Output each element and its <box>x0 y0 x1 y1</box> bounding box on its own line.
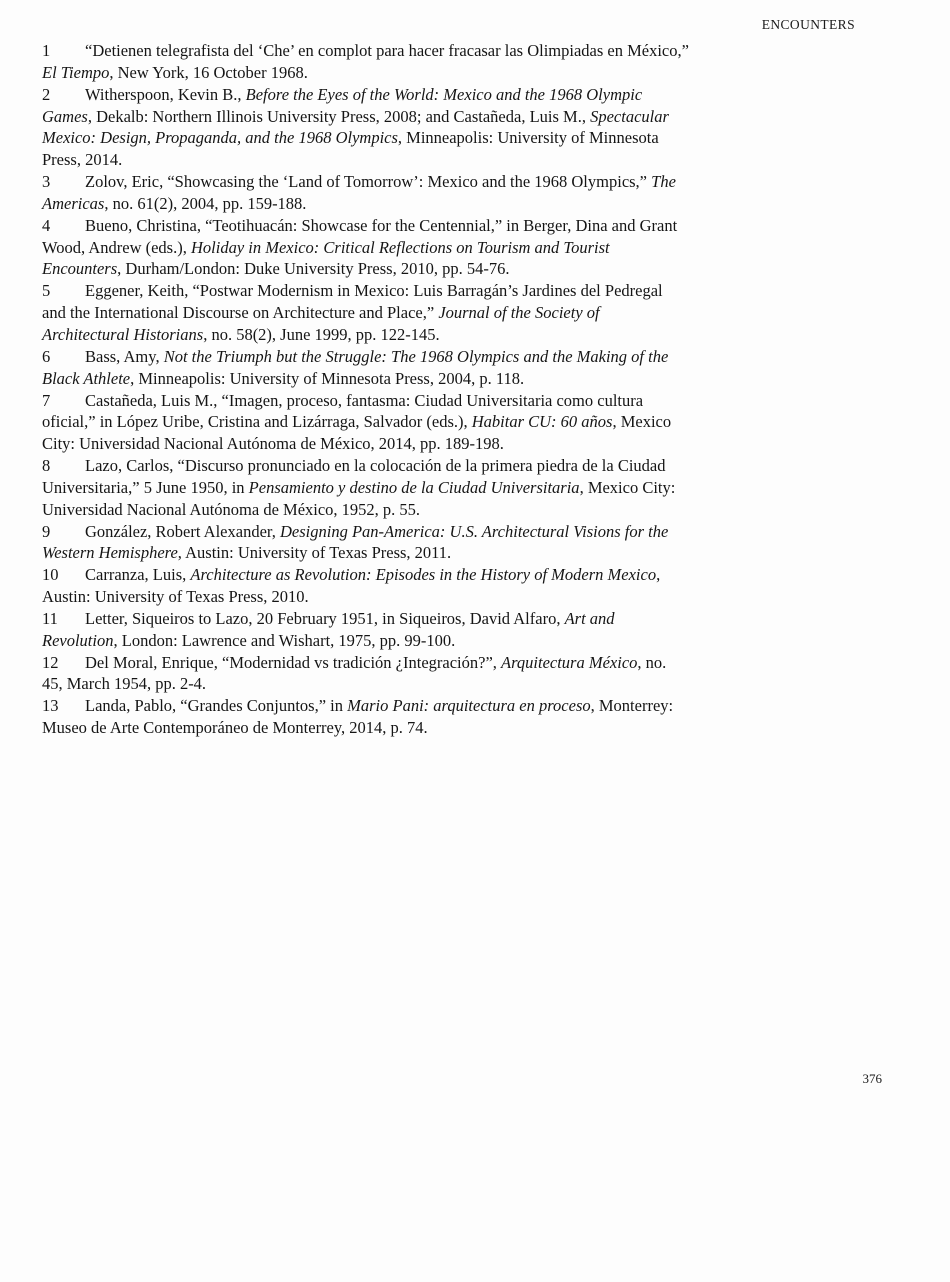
note-segment: Letter, Siqueiros to Lazo, 20 February 1951, in Siqueiros, David Alfaro, <box>85 608 565 628</box>
note-segment: Del Moral, Enrique, “Modernidad vs tradición ¿Integración?”, <box>85 652 502 672</box>
endnote-number: 12 <box>42 652 59 672</box>
note-segment: , no. 45, March 1954, pp. 2-4. <box>42 652 667 694</box>
note-segment-italic: Mario Pani: arquitectura en proceso <box>347 696 591 716</box>
endnote-5 <box>42 280 690 346</box>
note-segment-italic: Journal of the Society of Architectural Historians <box>42 303 600 344</box>
note-segment: Castañeda, Luis M., “Imagen, proceso, fantasma: Ciudad Universitaria como cultura oficial,” in López Uribe, Cristina and Lizárraga, Salvador (eds.), <box>42 390 644 432</box>
note-segment: , Minneapolis: University of Minnesota Press, 2004, p. 118. <box>130 368 525 388</box>
note-segment: , Monterrey: Museo de Arte Contemporáneo de Monterrey, 2014, p. 74. <box>42 696 674 738</box>
endnotes-list <box>42 40 690 739</box>
running-header: ENCOUNTERS <box>761 17 855 32</box>
note-segment: , New York, 16 October 1968. <box>109 62 308 82</box>
endnote-9 <box>42 521 690 565</box>
note-segment: Eggener, Keith, “Postwar Modernism in Mexico: Luis Barragán’s Jardines del Pedregal and the International Discourse on Architecture and Place,” <box>42 281 663 323</box>
endnote-4 <box>42 215 690 281</box>
note-segment-italic: Before the Eyes of the World: Mexico and the 1968 Olympic Games <box>42 84 643 126</box>
note-segment: , Mexico City: Universidad Nacional Autónoma de México, 2014, pp. 189-198. <box>42 412 672 454</box>
endnote-11 <box>42 608 690 652</box>
note-segment: , Durham/London: Duke University Press, 2010, pp. 54-76. <box>117 259 510 279</box>
note-segment: Lazo, Carlos, “Discurso pronunciado en la colocación de la primera piedra de la Ciudad Universitaria,” 5 June 1950, in <box>42 456 666 497</box>
note-segment-italic: Holiday in Mexico: Critical Reflections on Tourism and Tourist Encounters <box>42 237 610 279</box>
endnote-number: 1 <box>42 41 51 60</box>
note-segment: , Minneapolis: University of Minnesota Press, 2014. <box>42 128 659 170</box>
note-segment: , Dekalb: Northern Illinois University Press, 2008; and Castañeda, Luis M., <box>87 106 591 126</box>
endnote-number: 7 <box>42 390 51 410</box>
page-number: 376 <box>862 1071 882 1086</box>
note-segment: González, Robert Alexander, <box>85 521 280 541</box>
note-segment: , Austin: University of Texas Press, 2010. <box>42 565 661 607</box>
endnote-6 <box>42 346 690 390</box>
endnote-number: 10 <box>42 565 59 585</box>
note-segment: Zolov, Eric, “Showcasing the ‘Land of Tomorrow’: Mexico and the 1968 Olympics,” <box>85 172 652 192</box>
note-segment: , Austin: University of Texas Press, 2011. <box>177 543 452 563</box>
endnote-1 <box>42 40 690 84</box>
endnote-12 <box>42 652 690 696</box>
note-segment: , Mexico City: Universidad Nacional Autónoma de México, 1952, p. 55. <box>42 477 676 519</box>
note-segment-italic: The Americas <box>42 172 676 213</box>
endnote-10 <box>42 564 690 608</box>
note-segment-italic: Spectacular Mexico: Design, Propaganda, and the 1968 Olympics <box>42 106 669 148</box>
note-segment: , London: Lawrence and Wishart, 1975, pp. 99-100. <box>113 630 456 650</box>
endnote-3 <box>42 171 690 215</box>
note-segment: “Detienen telegrafista del ‘Che’ en complot para hacer fracasar las Olimpiadas en México,” <box>85 41 689 60</box>
endnote-7 <box>42 390 690 456</box>
note-segment-italic: El Tiempo <box>42 62 110 82</box>
endnote-number: 13 <box>42 696 59 716</box>
endnote-number: 6 <box>42 346 51 366</box>
note-segment: Bueno, Christina, “Teotihuacán: Showcase for the Centennial,” in Berger, Dina and Grant Wood, Andrew (eds.), <box>42 215 678 257</box>
note-segment-italic: Not the Triumph but the Struggle: The 1968 Olympics and the Making of the Black Athlete <box>42 346 669 388</box>
note-segment-italic: Habitar CU: 60 años <box>471 412 613 432</box>
endnote-number: 3 <box>42 172 51 192</box>
endnote-number: 9 <box>42 521 51 541</box>
endnote-number: 8 <box>42 456 51 476</box>
endnote-13 <box>42 695 690 739</box>
endnote-number: 2 <box>42 84 51 104</box>
note-segment-italic: Arquitectura México <box>501 652 638 672</box>
note-segment: Bass, Amy, <box>85 346 164 366</box>
note-segment-italic: Architecture as Revolution: Episodes in the History of Modern Mexico <box>190 565 657 585</box>
endnote-number: 4 <box>42 215 51 235</box>
endnote-2 <box>42 84 690 171</box>
note-segment: Carranza, Luis, <box>85 565 191 585</box>
endnote-8 <box>42 455 690 521</box>
note-segment: , no. 58(2), June 1999, pp. 122-145. <box>203 324 440 344</box>
note-segment-italic: Pensamiento y destino de la Ciudad Universitaria <box>248 477 580 497</box>
note-segment: , no. 61(2), 2004, pp. 159-188. <box>104 193 307 213</box>
note-segment-italic: Designing Pan-America: U.S. Architectural Visions for the Western Hemisphere <box>42 521 669 563</box>
note-segment-italic: Art and Revolution <box>42 608 615 650</box>
note-segment: Witherspoon, Kevin B., <box>85 84 246 104</box>
note-segment: Landa, Pablo, “Grandes Conjuntos,” in <box>85 696 348 716</box>
endnote-number: 11 <box>42 608 58 628</box>
endnote-number: 5 <box>42 281 51 301</box>
